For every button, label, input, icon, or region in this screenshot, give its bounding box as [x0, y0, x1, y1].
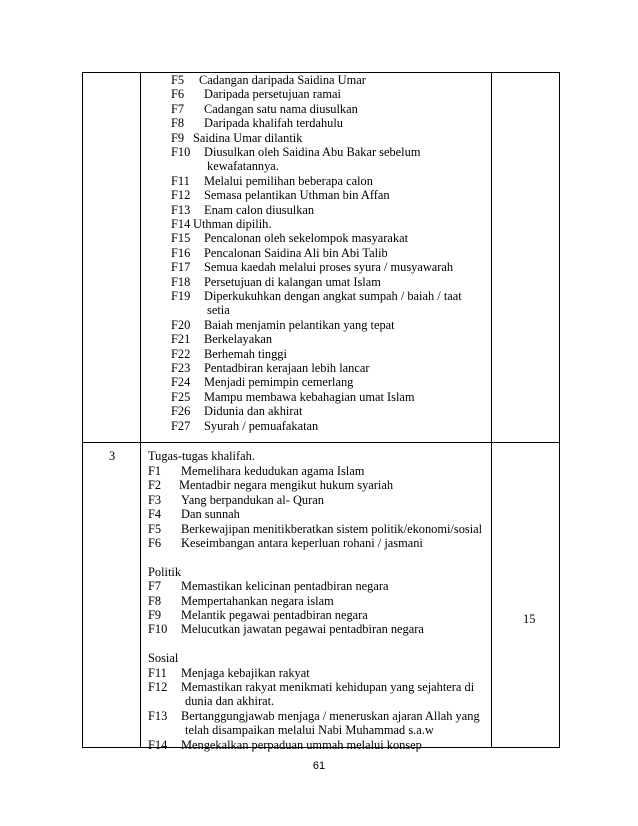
item-text: Berkelayakan: [204, 332, 273, 347]
item-code: F14: [171, 217, 191, 231]
item-code: F13: [171, 202, 191, 217]
item-code: F2: [148, 478, 162, 493]
table-border-right: [559, 72, 560, 748]
item-code: F14: [148, 737, 168, 752]
item-continuation: Politik: [148, 564, 182, 579]
item-text: Yang berpandukan al- Quran: [181, 492, 324, 507]
table-border-left: [82, 72, 83, 748]
item-code: F17: [171, 260, 191, 275]
item-code: F16: [171, 245, 191, 260]
item-text: Saidina Umar dilantik: [193, 130, 303, 145]
item-continuation: dunia dan akhirat.: [185, 694, 275, 709]
item-code: F12: [171, 188, 191, 203]
item-code: F25: [171, 389, 191, 404]
item-code: F27: [171, 418, 191, 433]
item-code: F9: [171, 130, 185, 145]
item-text: Pencalonan Saidina Ali bin Abi Talib: [204, 245, 388, 260]
item-text: Diperkukuhkan dengan angkat sumpah / baiah / taat: [204, 289, 462, 303]
item-text: Mengekalkan perpaduan ummah melalui konsep: [181, 737, 422, 752]
item-code: F11: [148, 665, 167, 680]
item-text: Berhemah tinggi: [204, 346, 287, 361]
question-number: 3: [109, 449, 116, 463]
item-text: Mempertahankan negara islam: [181, 593, 334, 608]
item-text: Mampu membawa kebahagian umat Islam: [204, 389, 415, 404]
item-text: Memelihara kedudukan agama Islam: [181, 464, 365, 478]
item-text: Melantik pegawai pentadbiran negara: [181, 608, 368, 622]
item-text: Syurah / pemuafakatan: [204, 418, 319, 433]
item-code: F1: [148, 464, 162, 478]
item-code: F7: [171, 101, 185, 116]
item-continuation: setia: [207, 303, 230, 318]
item-text: Baiah menjamin pelantikan yang tepat: [204, 317, 395, 332]
item-code: F3: [148, 492, 162, 507]
item-text: Pentadbiran kerajaan lebih lancar: [204, 361, 370, 375]
item-text: Menjaga kebajikan rakyat: [181, 665, 310, 680]
item-text: Keseimbangan antara keperluan rohani / jasmani: [181, 536, 423, 550]
item-text: Dan sunnah: [181, 507, 240, 522]
item-text: Mentadbir negara mengikut hukum syariah: [179, 478, 394, 493]
item-text: Diusulkan oleh Saidina Abu Bakar sebelum: [204, 145, 421, 159]
item-code: F10: [171, 145, 191, 159]
item-text: Berkewajipan menitikberatkan sistem politik/ekonomi/sosial: [181, 521, 483, 536]
item-continuation: telah disampaikan melalui Nabi Muhammad s.a.w: [185, 723, 434, 738]
item-text: Enam calon diusulkan: [204, 202, 315, 217]
row2-heading: Tugas-tugas khalifah.: [148, 449, 255, 463]
item-code: F23: [171, 361, 191, 375]
page-number: 61: [312, 760, 326, 772]
item-code: F5: [171, 73, 185, 87]
item-code: F6: [148, 536, 162, 550]
item-continuation: Sosial: [148, 651, 179, 666]
item-code: F9: [148, 608, 162, 622]
item-code: F7: [148, 579, 162, 594]
item-text: Daripada persetujuan ramai: [204, 87, 341, 102]
item-text: Cadangan daripada Saidina Umar: [199, 73, 366, 87]
item-code: F5: [148, 521, 162, 536]
item-code: F26: [171, 404, 191, 419]
item-code: F6: [171, 87, 185, 102]
item-code: F8: [171, 116, 185, 131]
item-text: Daripada khalifah terdahulu: [204, 116, 343, 131]
item-code: F15: [171, 231, 191, 246]
item-text: Melalui pemilihan beberapa calon: [204, 173, 373, 188]
item-text: Memastikan rakyat menikmati kehidupan yang sejahtera di: [181, 680, 475, 694]
item-code: F21: [171, 332, 191, 347]
item-code: F11: [171, 173, 190, 188]
item-code: F4: [148, 507, 162, 522]
item-text: Pencalonan oleh sekelompok masyarakat: [204, 231, 409, 246]
row-divider: [82, 442, 560, 443]
item-text: Didunia dan akhirat: [204, 404, 303, 419]
item-code: F19: [171, 289, 191, 303]
column-divider-2: [491, 72, 492, 748]
item-code: F13: [148, 708, 168, 723]
item-text: Menjadi pemimpin cemerlang: [204, 375, 354, 390]
item-text: Semua kaedah melalui proses syura / musyawarah: [204, 260, 454, 275]
item-continuation: kewafatannya.: [207, 159, 279, 174]
mark-value: 15: [523, 612, 536, 626]
item-text: Semasa pelantikan Uthman bin Affan: [204, 188, 390, 203]
item-text: Persetujuan di kalangan umat Islam: [204, 274, 381, 289]
item-text: Melucutkan jawatan pegawai pentadbiran negara: [181, 622, 424, 637]
item-code: F22: [171, 346, 191, 361]
item-code: F24: [171, 375, 191, 390]
item-code: F10: [148, 622, 168, 637]
item-text: Bertanggungjawab menjaga / meneruskan ajaran Allah yang: [181, 708, 480, 723]
item-text: Uthman dipilih.: [193, 217, 272, 231]
item-text: Memastikan kelicinan pentadbiran negara: [181, 579, 389, 594]
item-code: F8: [148, 593, 162, 608]
item-code: F18: [171, 274, 191, 289]
item-code: F12: [148, 680, 168, 694]
item-code: F20: [171, 317, 191, 332]
item-text: Cadangan satu nama diusulkan: [204, 101, 358, 116]
column-divider-1: [140, 72, 141, 748]
